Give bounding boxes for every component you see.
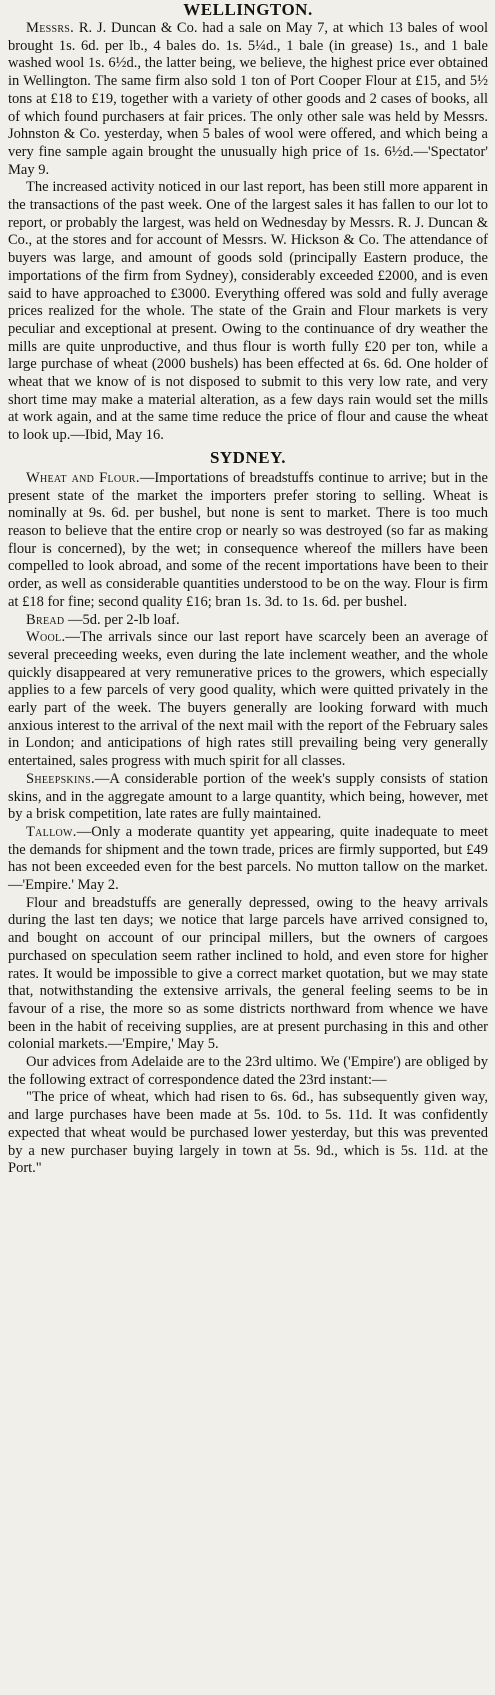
heading-wellington: WELLINGTON.	[183, 0, 313, 19]
paragraph-adelaide-advices	[8, 1054, 488, 1089]
heading-sydney: SYDNEY.	[209, 447, 287, 467]
paragraph-text: "The price of wheat, which had risen to 6s. 6d., has subsequently given way, and large purchases have been made at 5s. 10d. to 5s. 11d. It was confidently expected that wheat would be purchased lower yesterday, but this was prevented by a new purchaser buying largely in town at 5s. 9d., which is 5s. 11d. at the Port."	[8, 1089, 488, 1177]
paragraph-text: —Importations of breadstuffs continue to arrive; but in the present state of the market the importers prefer storing to selling. Wheat is nominally at 9s. 6d. per bushel, but none is sent to market. There is too much reason to believe that the entire crop or nearly so was destroyed (so far as making flour is concerned), by the wet; in consequence whereof the millers have been compelled to look abroad, and some of the recent importations have been to their order, as well as considerable quantities understood to be on the way. Flour is firm at £18 for fine; second quality £16; bran 1s. 3d. to 1s. 6d. per bushel.	[8, 469, 488, 610]
paragraph-tallow	[8, 824, 488, 895]
paragraph-lead: Wool.	[26, 629, 66, 646]
paragraph-flour-breadstuffs	[8, 895, 488, 1054]
paragraph-text: Flour and breadstuffs are generally depressed, owing to the heavy arrivals during the last ten days; we notice that large parcels have arrived consigned to, and bought on account of our principal millers, but the owners of cargoes purchased on speculation seem rather inclined to hold, and even store for higher rates. It would be impossible to give a correct market quotation, but we may state that, notwithstanding the extensive arrivals, the general feeling seems to be in favour of a rise, the more so as some districts northward from whence we have been in the habit of receiving supplies, are at present purchasing in this and other colonial markets.—'Empire,' May 5.	[8, 894, 488, 1053]
paragraph-duncan-wool-sale	[8, 20, 488, 179]
paragraph-quoted-correspondence	[8, 1089, 488, 1178]
paragraph-text: —A considerable portion of the week's supply consists of station skins, and in the aggregate amount to a large quantity, which being, however, met by a brisk competition, late rates are fully maintained.	[8, 770, 488, 823]
paragraph-increased-activity	[8, 179, 488, 445]
paragraph-lead: Tallow.	[26, 823, 77, 840]
paragraph-text: —The arrivals since our last report have scarcely been an average of several preceeding weeks, even during the late inclement weather, and the whole quickly disappeared at very remunerative prices to the growers, which especially applies to a few parcels of very good quality, which were quitted privately in the early part of the week. The buyers generally are looking forward with much anxious interest to the arrival of the next mail with the report of the February sales in London; and anticipations of high rates still prevailing being very generally entertained, sales progress with much spirit for all classes.	[8, 629, 488, 770]
paragraph-lead: Sheepskins.	[26, 770, 95, 787]
paragraph-text: The increased activity noticed in our last report, has been still more apparent in the transactions of the past week. One of the largest sales it has fallen to our lot to report, or probably the largest, was held on Wednesday by Messrs. R. J. Duncan & Co., at the stores and for account of Messrs. W. Hickson & Co. The attendance of buyers was large, and amount of goods sold (principally Eastern produce, the importations of the firm from Sydney), considerably exceeded £2000, and is even said to have approached to £3000. Everything offered was sold and fully average prices realized for the whole. The state of the Grain and Flour markets is very peculiar and exceptional at present. Owing to the continuance of dry weather the mills are quite unproductive, and thus flour is worth fully £20 per ton, while a large purchase of wheat (2000 bushels) has been effected at 6s. 6d. One holder of wheat that we know of is not disposed to submit to this very low rate, and very short time may make a material alteration, as a few days rain would set the mills at work again, and at the same time reduce the price of flour and cause the wheat to look up.—Ibid, May 16.	[8, 179, 488, 444]
paragraph-wheat-and-flour	[8, 470, 488, 612]
paragraph-text: Our advices from Adelaide are to the 23rd ultimo. We ('Empire') are obliged by the following extract of correspondence dated the 23rd instant:—	[8, 1054, 488, 1088]
paragraph-text: R. J. Duncan & Co. had a sale on May 7, at which 13 bales of wool brought 1s. 6d. per lb., 4 bales do. 1s. 5¼d., 1 bale (in grease) 1s., and 1 bale washed wool 1s. 6½d., the latter being, we believe, the highest price ever obtained in Wellington. The same firm also sold 1 ton of Port Cooper Flour at £15, and 5½ tons at £18 to £19, together with a variety of other goods and 2 cases of books, all of which found purchasers at fair prices. The only other sale was held by Messrs. Johnston & Co. yesterday, when 5 bales of wool were offered, and which being a very fine sample again brought the unusually high price of 1s. 6½d.—'Spectator' May 9.	[8, 20, 488, 178]
paragraph-bread	[8, 612, 488, 630]
paragraph-lead: Wheat and Flour.	[26, 469, 140, 486]
paragraph-sheepskins	[8, 771, 488, 824]
paragraph-lead: Messrs.	[26, 20, 75, 36]
paragraph-wool	[8, 629, 488, 771]
paragraph-lead: Bread	[26, 611, 65, 628]
paragraph-text: —Only a moderate quantity yet appearing, quite inadequate to meet the demands for shipment and the town trade, prices are firmly supported, but £49 has not been exceeded even for the best parcels. No mutton tallow on the market.—'Empire.' May 2.	[8, 823, 488, 894]
paragraph-text: —5d. per 2-lb loaf.	[64, 611, 180, 628]
